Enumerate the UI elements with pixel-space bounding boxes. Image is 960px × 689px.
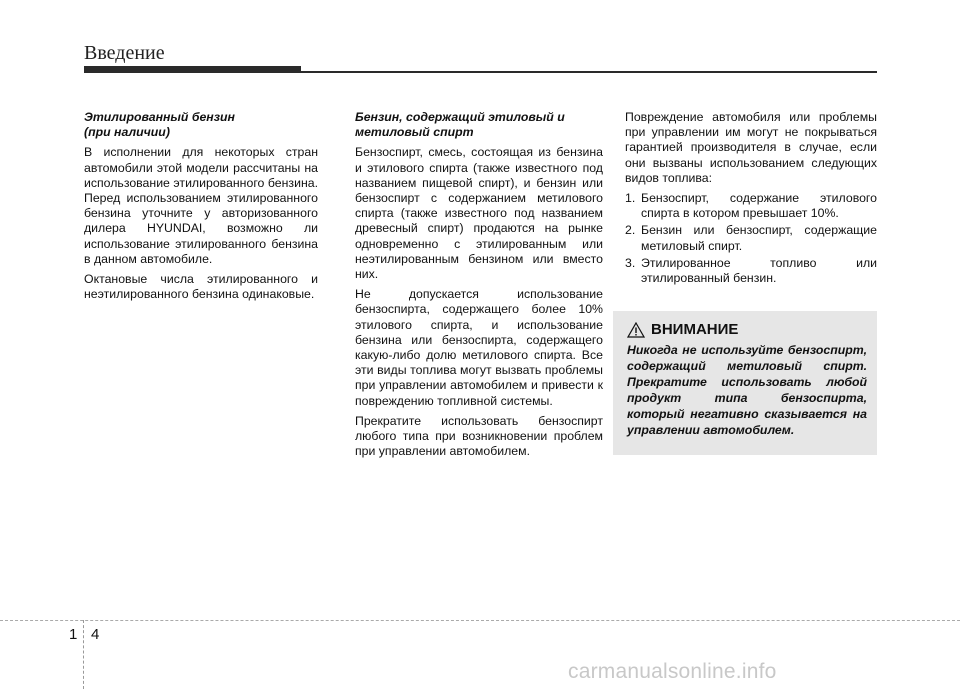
paragraph: Повреждение автомобиля или проблемы при управлении им могут не покрываться гарантией производителя в случае, если они вызваны использованием следующих видов топлива: bbox=[625, 110, 877, 185]
list-text: Бензин или бензоспирт, содержащие метиловый спирт. bbox=[641, 223, 877, 253]
paragraph: Прекратите использовать бензоспирт любого типа при возникновении проблем при управлении автомобилем. bbox=[355, 413, 603, 459]
list-number: 3. bbox=[625, 255, 636, 270]
header-title: Введение bbox=[84, 42, 165, 64]
heading-line-2: метиловый спирт bbox=[355, 125, 474, 140]
list-item bbox=[625, 191, 877, 221]
section-heading-alcohol-fuel bbox=[355, 110, 603, 140]
column-1 bbox=[84, 110, 318, 307]
footer-v-divider bbox=[83, 620, 84, 689]
list-text: Бензоспирт, содержание этилового спирта в котором превышает 10%. bbox=[641, 191, 877, 221]
warning-title: ВНИМАНИЕ bbox=[651, 321, 739, 338]
header-bar-thin bbox=[84, 71, 877, 73]
list-number: 2. bbox=[625, 223, 636, 238]
list-item bbox=[625, 256, 877, 286]
list-number: 1. bbox=[625, 191, 636, 206]
footer-h-divider bbox=[0, 620, 960, 621]
paragraph: В исполнении для некоторых стран автомобили этой модели рассчитаны на использование этилированного бензина. Перед использованием этилированного бензина уточните у авторизованного дилера HYUNDAI, возможно ли использование этилированного бензина в данном автомобиле. bbox=[84, 145, 318, 266]
heading-line-1: Этилированный бензин bbox=[84, 110, 235, 124]
paragraph: Не допускается использование бензоспирта, содержащего более 10% этилового спирта, и использование бензина или бензоспирта, содержащего какую-либо долю метилового спирта. Все эти виды топлива могут вызвать проблемы при управлении автомобилем и привести к повреждению топливной системы. bbox=[355, 287, 603, 408]
warning-box bbox=[613, 311, 877, 455]
paragraph: Бензоспирт, смесь, состоящая из бензина и этилового спирта (также известного под названием пищевой спирт), и бензин или бензоспирт с содержанием метилового спирта (также известного под названием древесный спирт) продаются на рынке одновременно с этилированным или неэтилированным бензином или вместо них. bbox=[355, 145, 603, 282]
list-item bbox=[625, 223, 877, 253]
watermark: carmanualsonline.info bbox=[568, 660, 777, 683]
column-3 bbox=[625, 110, 877, 291]
heading-line-1: Бензин, содержащий этиловый и bbox=[355, 110, 565, 124]
column-2 bbox=[355, 110, 603, 464]
fuel-list bbox=[625, 191, 877, 286]
heading-line-2: (при наличии) bbox=[84, 125, 170, 140]
page-section-number: 1 bbox=[69, 626, 78, 643]
warning-triangle-icon bbox=[627, 322, 645, 338]
page-number: 4 bbox=[91, 626, 100, 643]
warning-header bbox=[627, 321, 867, 338]
paragraph: Октановые числа этилированного и неэтилированного бензина одинаковые. bbox=[84, 272, 318, 302]
section-heading-leaded-fuel bbox=[84, 110, 318, 140]
warning-text: Никогда не используйте бензоспирт, содержащий метиловый спирт. Прекратите использовать любой продукт типа бензоспирта, который негативно сказывается на управлении автомобилем. bbox=[627, 343, 867, 437]
list-text: Этилированное топливо или этилированный бензин. bbox=[641, 255, 877, 286]
